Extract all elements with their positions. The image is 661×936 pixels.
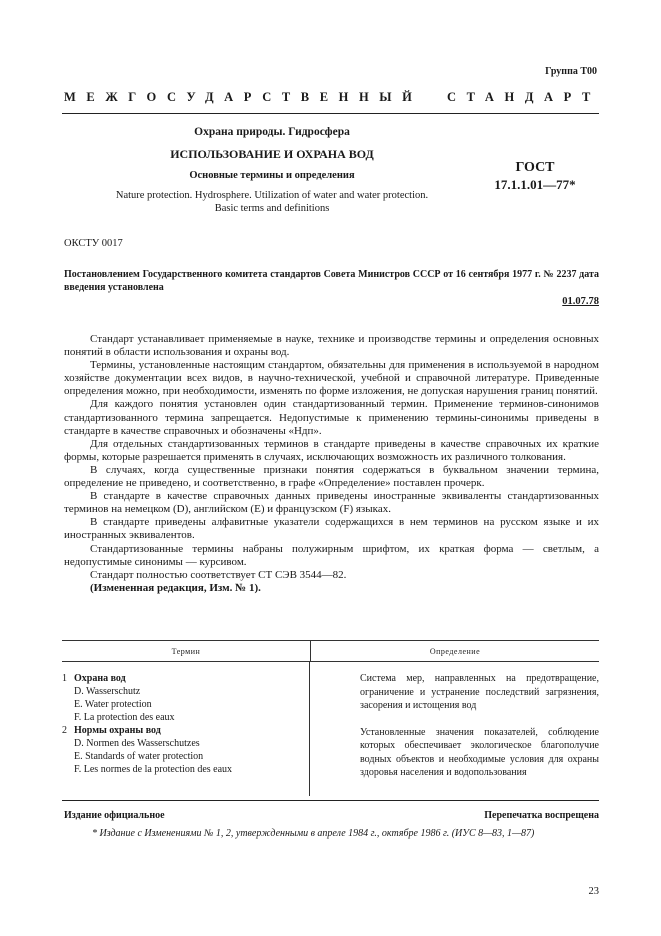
term-entry-1 — [62, 672, 309, 724]
definition-1: Система мер, направленных на предотвращение, ограничение и устранение последствий загрязнения, засорения и истощения вод — [360, 673, 599, 711]
paragraph: В стандарте в качестве справочных данных приведены иностранные эквиваленты стандартизованных терминов на немецком (D), английском (E) и французском (F) языках. — [64, 490, 599, 516]
title-english — [94, 189, 450, 215]
term-name: Нормы охраны вод — [74, 725, 161, 736]
term-german: D. Normen des Wasserschutzes — [74, 738, 200, 749]
okstu-code: ОКСТУ 0017 — [64, 238, 123, 249]
terms-table — [62, 640, 599, 796]
paragraph: Стандарт полностью соответствует СТ СЭВ 3544—82. — [90, 568, 347, 581]
title-subtitle: Основные термины и определения — [189, 170, 355, 181]
standard-type-right: СТАНДАРТ — [446, 90, 601, 104]
term-number: 2 — [62, 725, 67, 736]
paragraph: Для отдельных стандартизованных терминов в стандарте приведены в качестве справочных их краткие формы, которые разрешается применять в случаях, исключающих возможность их различного толкования. — [64, 437, 599, 463]
effective-date: 01.07.78 — [562, 296, 599, 307]
definition-column — [310, 662, 599, 796]
term-french: F. La protection des eaux — [74, 712, 175, 723]
edition-label: Издание официальное — [64, 810, 165, 821]
paragraph: Термины, установленные настоящим стандартом, обязательны для применения в используемой в народном хозяйстве документации всех видов, в научно-технической, учебной и справочной литературе. Приведенные определения можно, при необходимости, изменять по форме изложения, не допуская нарушения границ понятий. — [64, 359, 599, 398]
group-code: Группа Т00 — [545, 66, 597, 77]
gost-label: ГОСТ — [515, 160, 555, 175]
title-main: ИСПОЛЬЗОВАНИЕ И ОХРАНА ВОД — [170, 147, 374, 161]
term-title — [62, 724, 309, 737]
standard-type-left: МЕЖГОСУДАРСТВЕННЫЙ — [64, 90, 423, 104]
term-number: 1 — [62, 673, 67, 684]
term-english: E. Water protection — [74, 699, 152, 710]
reprint-notice: Перепечатка воспрещена — [484, 810, 599, 821]
column-header-definition: Определение — [429, 646, 481, 656]
table-body — [62, 662, 599, 796]
term-column — [62, 662, 310, 796]
title-english-line2: Basic terms and definitions — [214, 203, 330, 214]
title-english-line1: Nature protection. Hydrosphere. Utilization of water and water protection. — [115, 190, 429, 201]
definition-2: Установленные значения показателей, соблюдение которых обеспечивает экологическое благополучие водных объектов и необходимые условия для охраны здоровья населения и водопользования — [360, 726, 599, 778]
footer-rule — [62, 800, 599, 801]
gost-number: 17.1.1.01—77* — [494, 177, 576, 192]
gost-designation — [470, 160, 600, 193]
body-text — [64, 333, 599, 595]
term-entry-2 — [62, 724, 309, 776]
column-header-term: Термин — [62, 641, 311, 661]
term-english: E. Standards of water protection — [74, 751, 204, 762]
paragraph: В случаях, когда существенные признаки понятия содержаться в буквальном значении термина, определение не приведено, и соответственно, в графе «Определение» поставлен прочерк. — [64, 463, 599, 490]
term-german: D. Wasserschutz — [74, 686, 141, 697]
term-name: Охрана вод — [74, 673, 126, 684]
title-block — [94, 126, 450, 215]
term-french: F. Les normes de la protection des eaux — [74, 764, 233, 775]
header-rule — [62, 113, 599, 114]
amendment-note: (Измененная редакция, Изм. № 1). — [90, 581, 261, 594]
title-subject: Охрана природы. Гидросфера — [194, 126, 350, 138]
paragraph: Для каждого понятия установлен один стандартизованный термин. Применение терминов-синонимов стандартизованного термина запрещается. Недопустимые к применению термины-синонимы приведены в стандарте в качестве справочных и обозначены «Ндп». — [64, 398, 599, 437]
term-title — [62, 672, 309, 685]
edition-footnote: * Издание с Изменениями № 1, 2, утвержденными в апреле 1984 г., октябре 1986 г. (ИУС 8—83, 1—87) — [92, 828, 535, 839]
decree-text: Постановлением Государственного комитета стандартов Совета Министров СССР от 16 сентября 1977 г. № 2237 дата введения установлена — [64, 269, 599, 293]
paragraph: В стандарте приведены алфавитные указатели содержащихся в нем терминов на русском языке и их иностранных эквивалентов. — [64, 516, 599, 542]
page-number: 23 — [588, 886, 599, 897]
paragraph: Стандарт устанавливает применяемые в науке, технике и производстве термины и определения основных понятий в области использования и охраны вод. — [64, 333, 599, 359]
table-header — [62, 640, 599, 662]
paragraph: Стандартизованные термины набраны полужирным шрифтом, их краткая форма — светлым, а недопустимые синонимы — курсивом. — [64, 542, 599, 568]
